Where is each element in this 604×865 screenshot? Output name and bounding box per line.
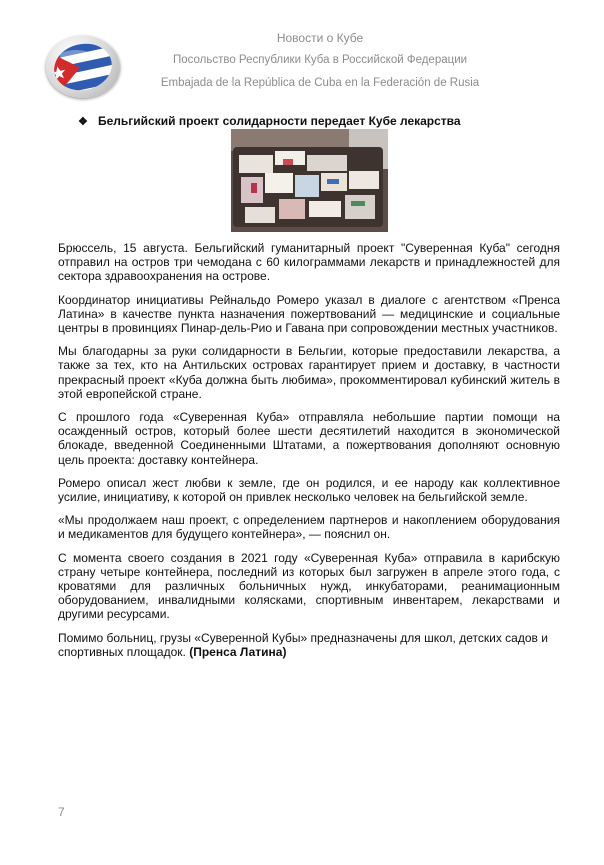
- page-header: [0, 0, 604, 105]
- diamond-bullet-icon: ❖: [78, 116, 88, 128]
- article-title-text: Бельгийский проект солидарности передает Кубе лекарства: [98, 114, 461, 128]
- paragraph: «Мы продолжаем наш проект, с определением партнеров и накоплением оборудования и медикаментов для будущего контейнера», — пояснил он.: [58, 513, 560, 542]
- embassy-name-spanish: Embajada de la República de Cuba en la Federación de Rusia: [160, 77, 480, 89]
- paragraph: Брюссель, 15 августа. Бельгийский гуманитарный проект "Суверенная Куба" сегодня отправил на остров три чемодана с 60 килограммами лекарств и принадлежностей для сектора здравоохранения на острове.: [58, 241, 560, 284]
- paragraph: С момента своего создания в 2021 году «Суверенная Куба» отправила в карибскую страну четыре контейнера, последний из которых был загружен в апреле этого года, с кроватями для различных больничных нужд, инкубаторами, реанимационным оборудованием, инвалидными колясками, спортивным инвентарем, лекарствами и другими ресурсами.: [58, 550, 560, 622]
- paragraph: Мы благодарны за руки солидарности в Бельгии, которые предоставили лекарства, а также за тех, кто на Антильских островах гарантирует прием и доставку, в частности прекрасный проект «Куба должна быть любима», прокомментировал кубинский житель в этой европейской стране.: [58, 344, 560, 401]
- article-photo: [231, 129, 388, 232]
- paragraph: Ромеро описал жест любви к земле, где он родился, и ее народу как коллективное усилие, инициативу, к которой он привлек несколько человек на бельгийской земле.: [58, 475, 560, 505]
- source-credit: (Пренса Латина): [189, 644, 287, 659]
- article-title: [78, 114, 548, 128]
- cuba-flag-emblem-icon: [46, 36, 120, 98]
- embassy-name-russian: Посольство Республики Куба в Российской Федерации: [172, 54, 468, 66]
- paragraph-last-text: Помимо больниц, грузы «Суверенной Кубы» предназначены для школ, детских садов и спортивных площадок.: [58, 630, 548, 659]
- page-number: 7: [58, 805, 65, 819]
- paragraph-last: [58, 631, 560, 659]
- paragraph: Координатор инициативы Рейнальдо Ромеро указал в диалоге с агентством «Пренса Латина» в качестве пункта назначения пожертвований — медицинские и социальные центры в провинциях Пинар-дель-Рио и Гавана при сопровождении местных участников.: [58, 292, 560, 336]
- paragraph: С прошлого года «Суверенная Куба» отправляла небольшие партии помощи на осажденный остров, который более шести десятилетий находится в экономической блокаде, введенной Соединенными Штатами, а пожертвования дополняют основную цель проекта: доставку контейнера.: [58, 410, 560, 467]
- article-body: [58, 241, 560, 668]
- newsletter-title: Новости о Кубе: [276, 31, 364, 45]
